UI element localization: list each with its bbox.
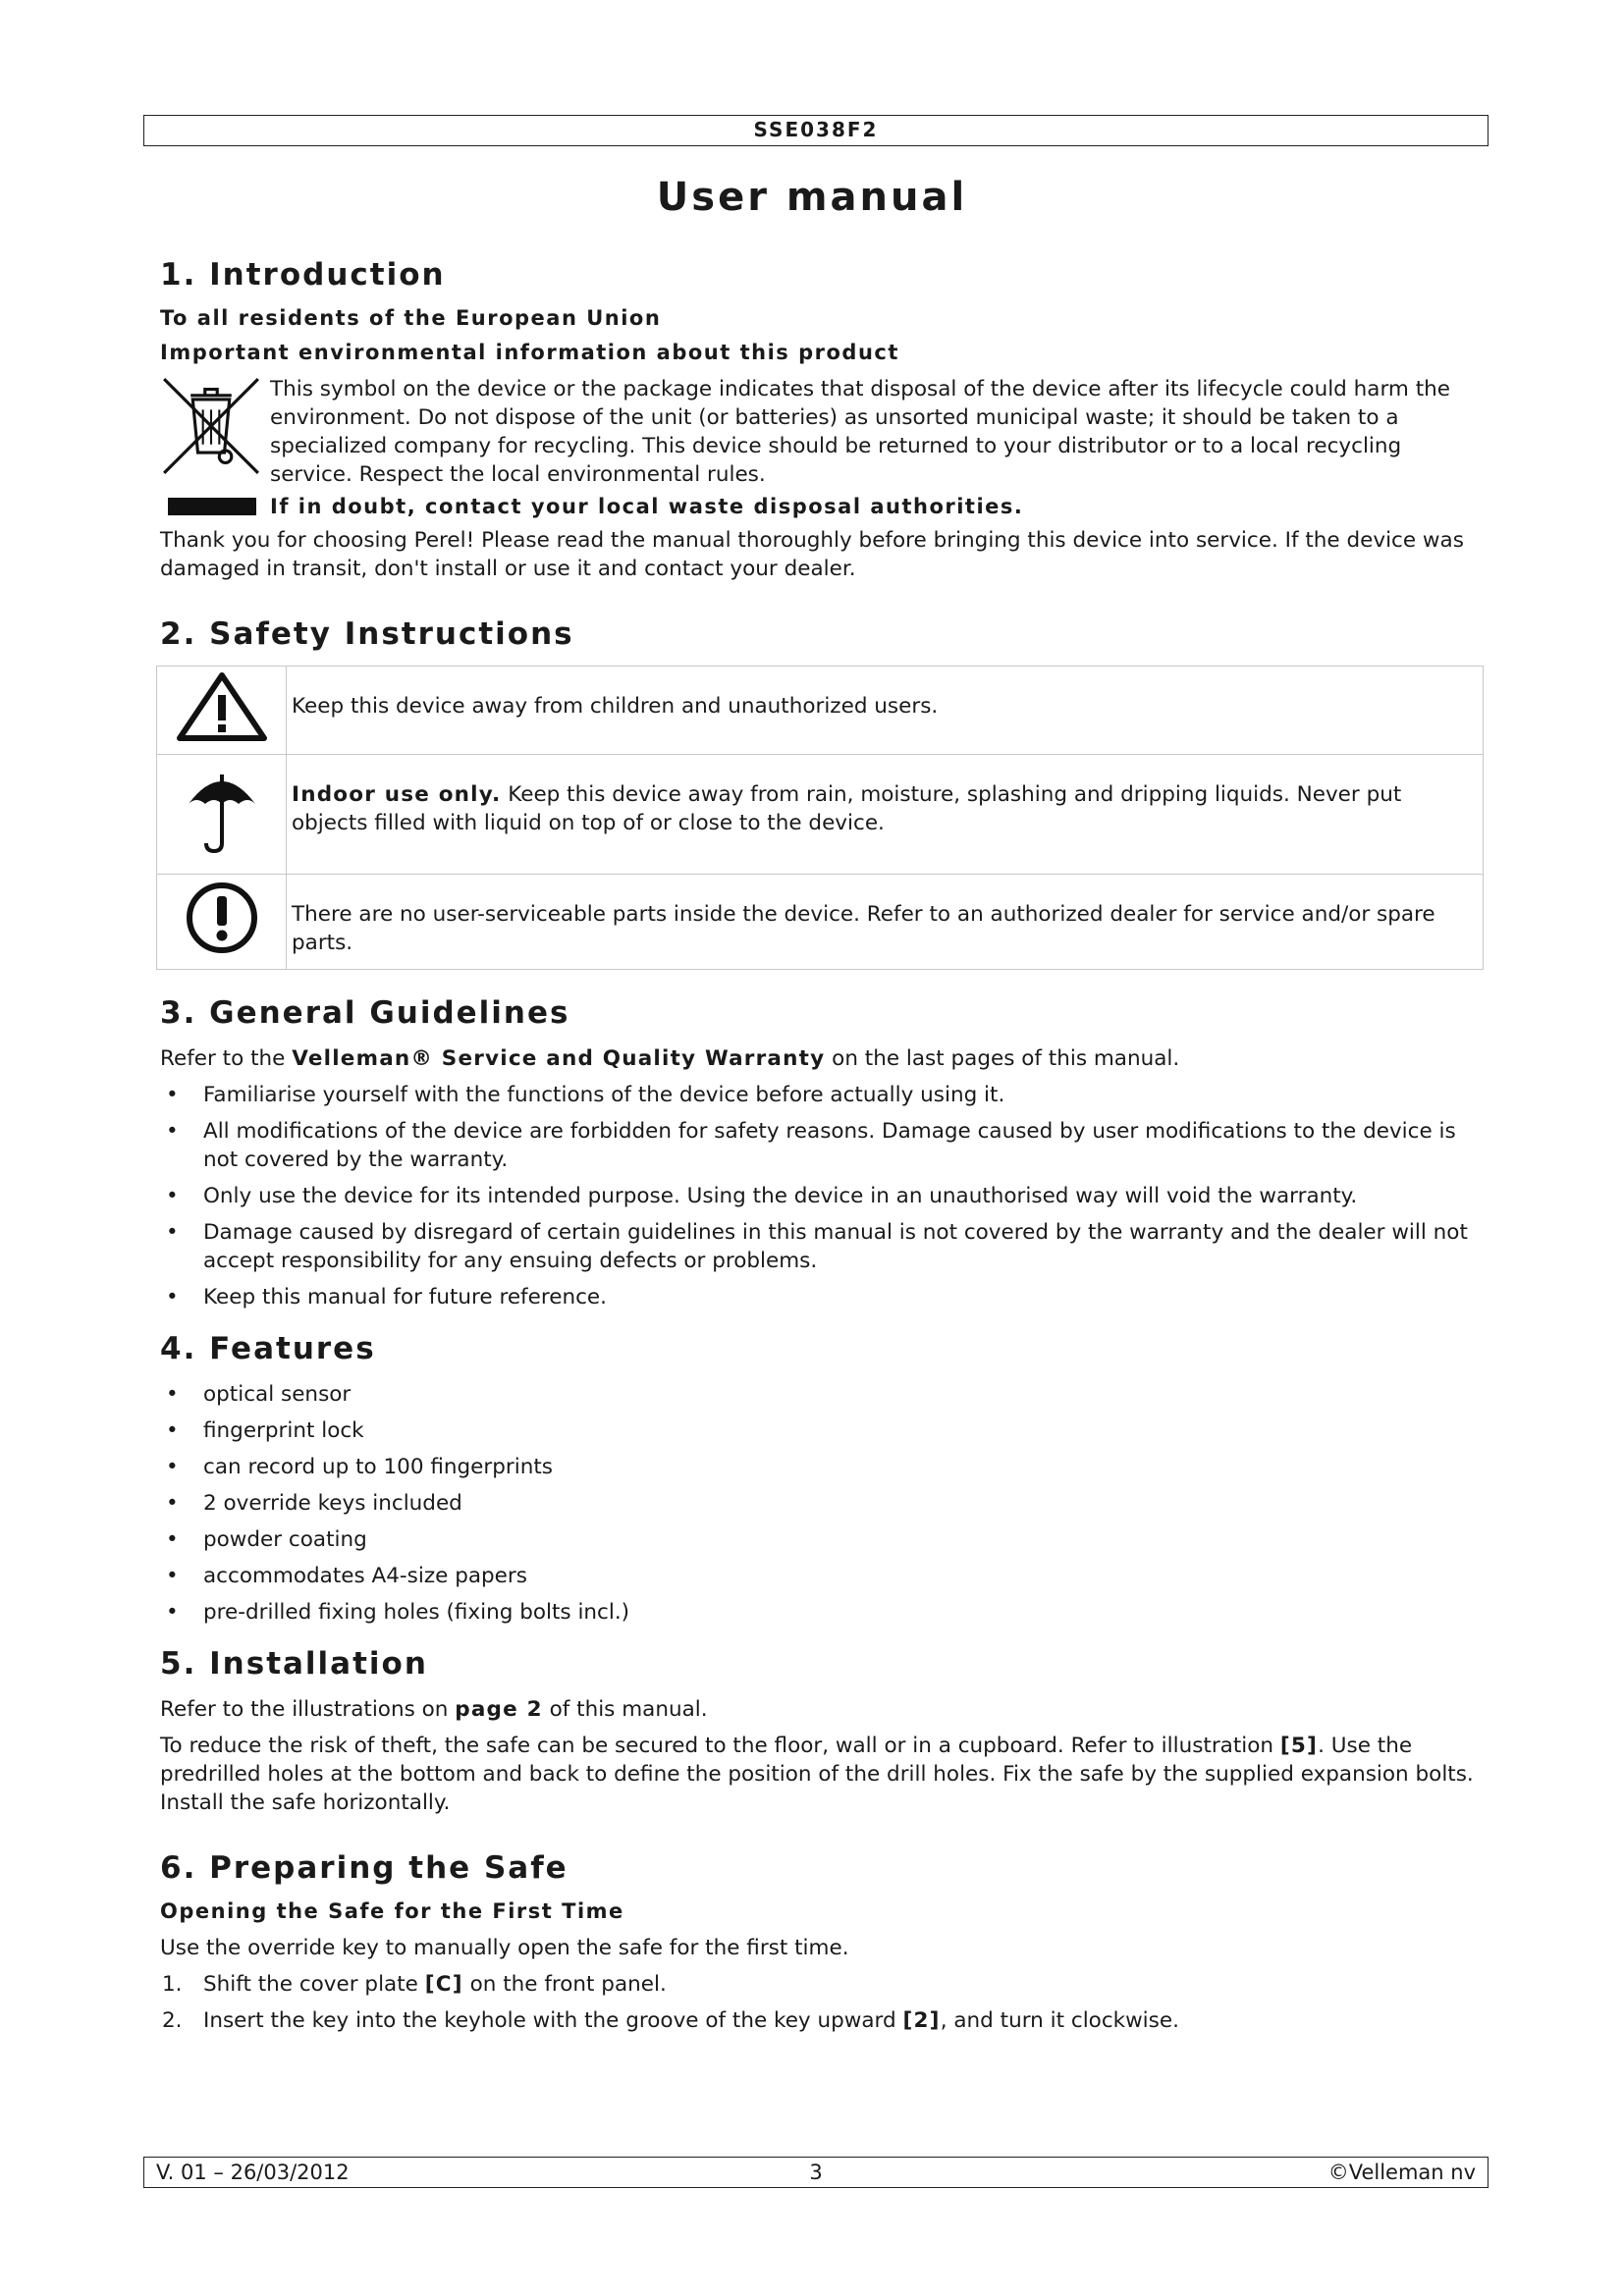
list-item: • can record up to 100 fingerprints <box>160 1453 1476 1481</box>
list-item: • fingerprint lock <box>160 1416 1476 1445</box>
safety-text-service: There are no user-serviceable parts inside the device. Refer to an authorized dealer for service and/or spare parts. <box>287 875 1484 970</box>
section-introduction <box>160 257 1476 583</box>
footer-copyright: ©Velleman nv <box>1327 2161 1476 2184</box>
document-body <box>160 257 1476 2043</box>
exclamation-circle-icon <box>185 881 259 955</box>
section-heading-safety: 2. Safety Instructions <box>160 616 574 652</box>
section-heading-introduction: 1. Introduction <box>160 257 446 293</box>
warranty-reference: Refer to the Velleman® Service and Quality Warranty on the last pages of this manual. <box>160 1046 1180 1071</box>
safety-row <box>157 755 1484 875</box>
list-item: • powder coating <box>160 1525 1476 1554</box>
black-bar <box>168 498 256 515</box>
header-model-box <box>143 115 1489 146</box>
list-item: • optical sensor <box>160 1380 1476 1409</box>
step-item: 1. Shift the cover plate [C] on the front panel. <box>162 1972 667 1997</box>
features-list <box>160 1380 1476 1627</box>
warning-triangle-icon <box>176 671 268 742</box>
list-item: • Only use the device for its intended purpose. Using the device in an unauthorised way will void the warranty. <box>160 1182 1476 1210</box>
illustration-reference: [5] <box>1279 1734 1319 1758</box>
section-heading-installation: 5. Installation <box>160 1646 428 1682</box>
safety-text-children: Keep this device away from children and unauthorized users. <box>287 667 1484 755</box>
doubt-line <box>168 495 1476 518</box>
eu-residents-heading: To all residents of the European Union <box>160 306 662 330</box>
warranty-name: Velleman® Service and Quality Warranty <box>292 1046 826 1071</box>
section-heading-guidelines: 3. General Guidelines <box>160 995 570 1031</box>
environment-heading: Important environmental information about this product <box>160 341 899 364</box>
section-heading-preparing: 6. Preparing the Safe <box>160 1850 568 1886</box>
section-preparing <box>160 1850 1476 2035</box>
guidelines-list <box>160 1081 1476 1311</box>
list-item: • All modifications of the device are forbidden for safety reasons. Damage caused by user modifications to the device is not covered by the warranty. <box>160 1117 1476 1174</box>
weee-notice <box>160 375 1476 489</box>
section-guidelines <box>160 995 1476 1311</box>
list-item: • Keep this manual for future reference. <box>160 1283 1476 1311</box>
page-title: User manual <box>656 175 968 220</box>
page-reference: page 2 <box>455 1697 543 1722</box>
doubt-text: If in doubt, contact your local waste disposal authorities. <box>270 495 1024 518</box>
list-item: • pre-drilled fixing holes (fixing bolts incl.) <box>160 1598 1476 1627</box>
section-heading-features: 4. Features <box>160 1331 376 1366</box>
list-item: • Familiarise yourself with the functions of the device before actually using it. <box>160 1081 1476 1109</box>
installation-paragraph-2: To reduce the risk of theft, the safe can be secured to the floor, wall or in a cupboard. Refer to illustration [5]. Use the predrilled holes at the bottom and back to define the position of the drill holes. Fix the safe by the supplied expansion bolts. Install the safe horizontally. <box>160 1734 1474 1815</box>
thanks-paragraph: Thank you for choosing Perel! Please read the manual thoroughly before bringing this device into service. If the device was damaged in transit, don't install or use it and contact your dealer. <box>160 528 1464 581</box>
umbrella-icon <box>187 767 257 855</box>
list-item: • Damage caused by disregard of certain guidelines in this manual is not covered by the warranty and the dealer will not accept responsibility for any ensuing defects or problems. <box>160 1218 1476 1275</box>
model-number: SSE038F2 <box>753 118 879 141</box>
step-item: 2. Insert the key into the keyhole with the groove of the key upward [2], and turn it clockwise. <box>162 2008 1179 2033</box>
list-item: • 2 override keys included <box>160 1489 1476 1518</box>
steps-list <box>160 1970 1476 2035</box>
list-item: • accommodates A4-size papers <box>160 1562 1476 1590</box>
safety-table <box>156 666 1484 970</box>
opening-subheading: Opening the Safe for the First Time <box>160 1899 624 1923</box>
section-features <box>160 1331 1476 1627</box>
safety-text-indoor: Keep this device away from rain, moisture, splashing and dripping liquids. Never put objects filled with liquid on top of or close to the device. <box>292 782 1402 835</box>
safety-row <box>157 667 1484 755</box>
footer-page-number: 3 <box>809 2161 823 2184</box>
crossed-bin-icon <box>160 375 262 477</box>
section-installation <box>160 1646 1476 1817</box>
preparing-intro: Use the override key to manually open the safe for the first time. <box>160 1936 849 1960</box>
indoor-use-label: Indoor use only. <box>292 782 502 807</box>
weee-text: This symbol on the device or the package indicates that disposal of the device after its lifecycle could harm the environment. Do not dispose of the unit (or batteries) as unsorted municipal waste; it should be taken to a specialized company for recycling. This device should be returned to your distributor or to a local recycling service. Respect the local environmental rules. <box>270 377 1450 487</box>
installation-paragraph-1: Refer to the illustrations on page 2 of this manual. <box>160 1697 708 1722</box>
safety-row <box>157 875 1484 970</box>
footer-box <box>143 2157 1489 2188</box>
footer-version: V. 01 – 26/03/2012 <box>156 2161 350 2184</box>
section-safety <box>160 616 1476 970</box>
